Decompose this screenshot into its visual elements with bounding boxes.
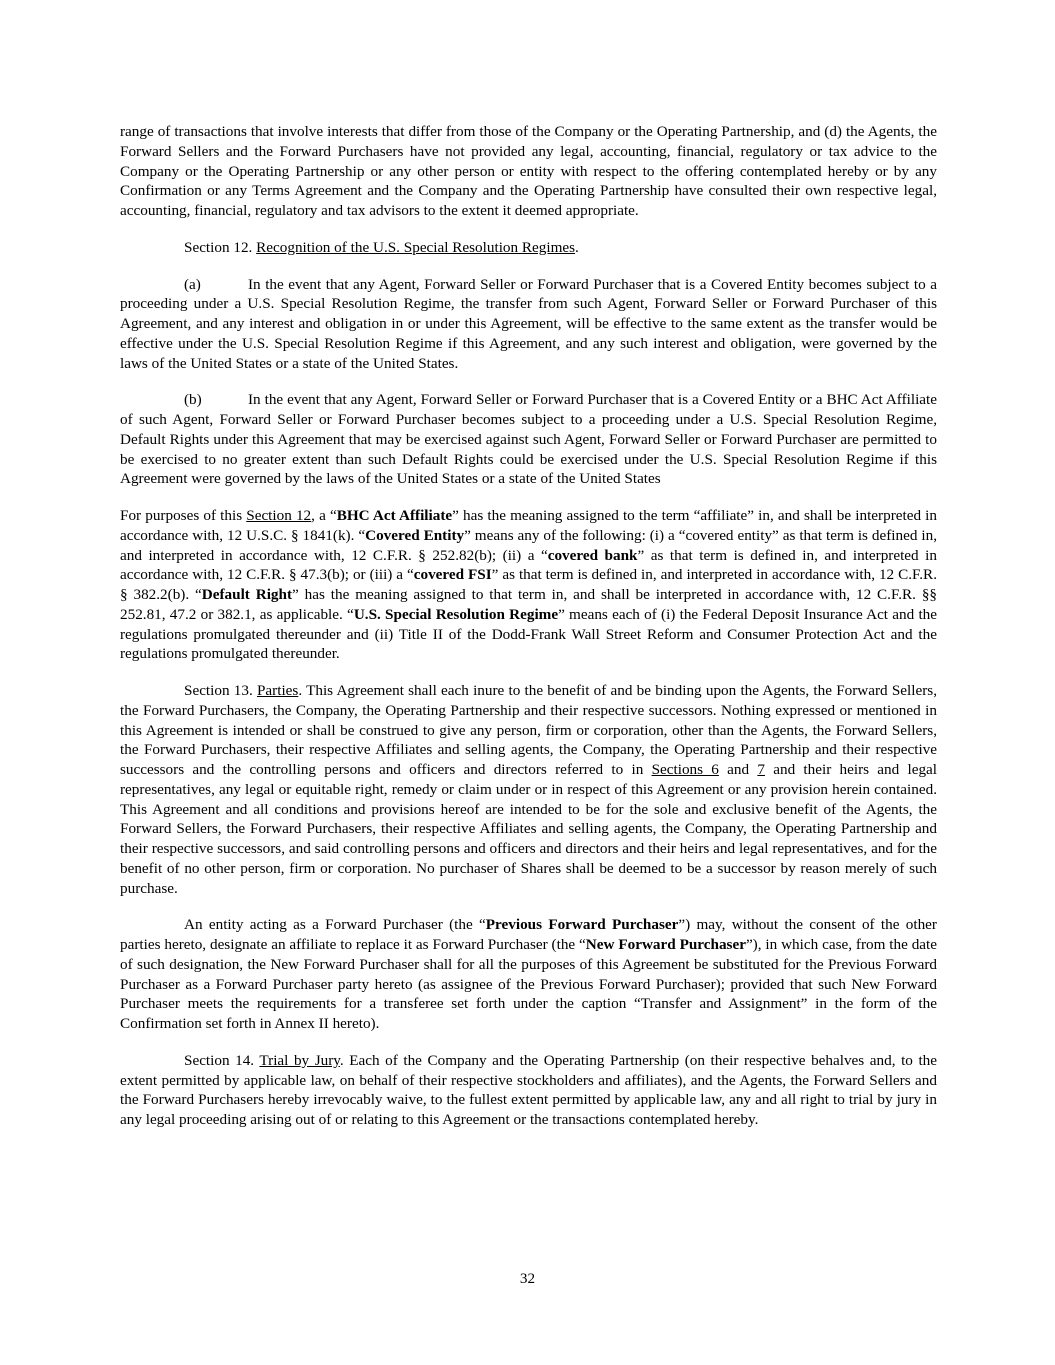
definitions-text-8: ” means each of (i) the Federal Deposit Insurance Act and the regulations promulgated thereunder and (ii) Title II of the Dodd-Frank Wall Street Reform and Consumer Protection Act and the regulations promulgated thereunder.: [120, 605, 937, 663]
forward-text-3: ”), in which case, from the date of such designation, the New Forward Purchaser shall for all the purposes of this Agreement be substituted for the Previous Forward Purchaser as a Forward Purchaser party hereto (as assignee of the Previous Forward Purchaser); provided that such New Forward Purchaser meets the requirements for a transferee set forth under the caption “Transfer and Assignment” in the form of the Confirmation set forth in Annex II hereto).: [120, 936, 938, 1032]
section-12-title: Recognition of the U.S. Special Resolution Regimes: [256, 238, 576, 256]
section-14-label: Section 14.: [184, 1051, 260, 1069]
forward-text-1: An entity acting as a Forward Purchaser (the “: [184, 916, 486, 934]
definitions-text-1: For purposes of this: [120, 507, 247, 524]
term-covered-bank: covered bank: [547, 546, 638, 564]
forward-purchaser-paragraph: [120, 915, 937, 1034]
definitions-paragraph: [120, 506, 937, 664]
section-12-period: .: [575, 238, 579, 256]
section-12-subsection-a: [120, 275, 937, 374]
section-13-title: Parties: [256, 682, 299, 699]
cross-reference-section-12: Section 12: [246, 507, 312, 524]
section-14-paragraph: [120, 1051, 937, 1130]
subsection-b-text: In the event that any Agent, Forward Seller or Forward Purchaser that is a Covered Entity or a BHC Act Affiliate of such Agent, Forward Seller or Forward Purchaser becomes subject to a proceeding under a U.S. Special Resolution Regime, Default Rights under this Agreement that may be exercised against such Agent, Forward Seller or Forward Purchaser are permitted to be exercised to no greater extent than such Default Rights could be exercised under the U.S. Special Resolution Regime if this Agreement were governed by the laws of the United States or a state of the United States: [120, 391, 937, 488]
term-us-special-resolution-regime: U.S. Special Resolution Regime: [353, 605, 559, 623]
section-13-label: Section 13.: [184, 682, 257, 699]
section-12-heading-paragraph: [120, 238, 937, 258]
cross-reference-sections-6: Sections 6: [651, 761, 719, 778]
definitions-text-6: ” as that term is defined in, and interpreted in accordance with, 12 C.F.R. § 382.2(b). “: [120, 566, 937, 603]
subsection-a-label: (a): [184, 275, 201, 293]
term-covered-entity: Covered Entity: [365, 526, 465, 544]
forward-text-2: ”) may, without the consent of the other parties hereto, designate an affiliate to replace it as Forward Purchaser (the “: [120, 916, 937, 953]
definitions-text-7: ” has the meaning assigned to that term in, and shall be interpreted in accordance with, 12 C.F.R. §§ 252.81, 47.2 or 382.1, as applicable. “: [120, 586, 938, 623]
term-covered-fsi: covered FSI: [413, 566, 492, 584]
definitions-text-4: ” means any of the following: (i) a “covered entity” as that term is defined in, and interpreted in accordance with, 12 C.F.R. § 252.82(b); (ii) a “: [120, 526, 938, 564]
section-13-text-3: and their heirs and legal representatives, any legal or equitable right, remedy or claim under or in respect of this Agreement or any provision herein contained. This Agreement and all conditions and provisions hereof are intended to be for the sole and exclusive benefit of the Agents, the Forward Sellers, the Forward Purchasers, their respective Affiliates and selling agents, the Company, the Operating Partnership and their respective successors, and said controlling persons and officers and directors and their heirs and legal representatives, and for the benefit of no other person, firm or corporation. No purchaser of Shares shall be deemed to be a successor by reason merely of such purchase.: [120, 761, 938, 897]
section-14-title: Trial by Jury: [259, 1051, 340, 1069]
section-14-text: . Each of the Company and the Operating Partnership (on their respective behalves and, to the extent permitted by applicable law, on behalf of their respective stockholders and affiliates), and the Agents, the Forward Sellers and the Forward Purchasers hereby irrevocably waive, to the fullest extent permitted by applicable law, any and all right to trial by jury in any legal proceeding arising out of or relating to this Agreement or the transactions contemplated hereby.: [120, 1051, 937, 1128]
section-13-text-2: and: [718, 761, 758, 778]
term-new-forward-purchaser: New Forward Purchaser: [585, 936, 746, 953]
term-default-right: Default Right: [201, 586, 293, 603]
subsection-a-text: In the event that any Agent, Forward Seller or Forward Purchaser that is a Covered Entity becomes subject to a proceeding under a U.S. Special Resolution Regime, the transfer from such Agent, Forward Seller or Forward Purchaser of this Agreement, and any interest and obligation in or under this Agreement, will be effective to the same extent as the transfer would be effective under the U.S. Special Resolution Regime if this Agreement, and any such interest and obligation, were governed by the laws of the United States or a state of the United States.: [120, 275, 937, 372]
section-12-label: Section 12.: [184, 238, 257, 256]
subsection-b-label: (b): [184, 391, 202, 409]
section-13-paragraph: [120, 681, 937, 898]
definitions-text-2: , a “: [311, 507, 337, 524]
section-12-subsection-b: [120, 390, 937, 489]
definitions-text-3: ” has the meaning assigned to the term “affiliate” in, and shall be interpreted in accordance with, 12 U.S.C. § 1841(k). “: [120, 507, 937, 544]
definitions-text-5: ” as that term is defined in, and interpreted in accordance with, 12 C.F.R. § 47.3(b); or (iii) a “: [120, 546, 937, 584]
term-previous-forward-purchaser: Previous Forward Purchaser: [485, 916, 679, 934]
cross-reference-section-7: 7: [757, 761, 765, 778]
term-bhc-act-affiliate: BHC Act Affiliate: [336, 507, 453, 524]
section-13-text-1: . This Agreement shall each inure to the benefit of and be binding upon the Agents, the Forward Sellers, the Forward Purchasers, the Company, the Operating Partnership and their respective successors. Nothing expressed or mentioned in this Agreement is intended or shall be construed to give any person, firm or corporation, other than the Agents, the Forward Sellers, the Forward Purchasers, their respective Affiliates and selling agents, the Company, the Operating Partnership and their respective successors and the controlling persons and officers and directors referred to in: [120, 682, 937, 778]
paragraph-continuation: range of transactions that involve interests that differ from those of the Company or the Operating Partnership, and (d) the Agents, the Forward Sellers and the Forward Purchasers have not provided any legal, accounting, financial, regulatory or tax advice to the Company or the Operating Partnership or any other person or entity with respect to the offering contemplated hereby or by any Confirmation or any Terms Agreement and the Company and the Operating Partnership have consulted their own respective legal, accounting, financial, regulatory and tax advisors to the extent it deemed appropriate.: [120, 123, 937, 219]
page-number: 32: [519, 1270, 536, 1288]
